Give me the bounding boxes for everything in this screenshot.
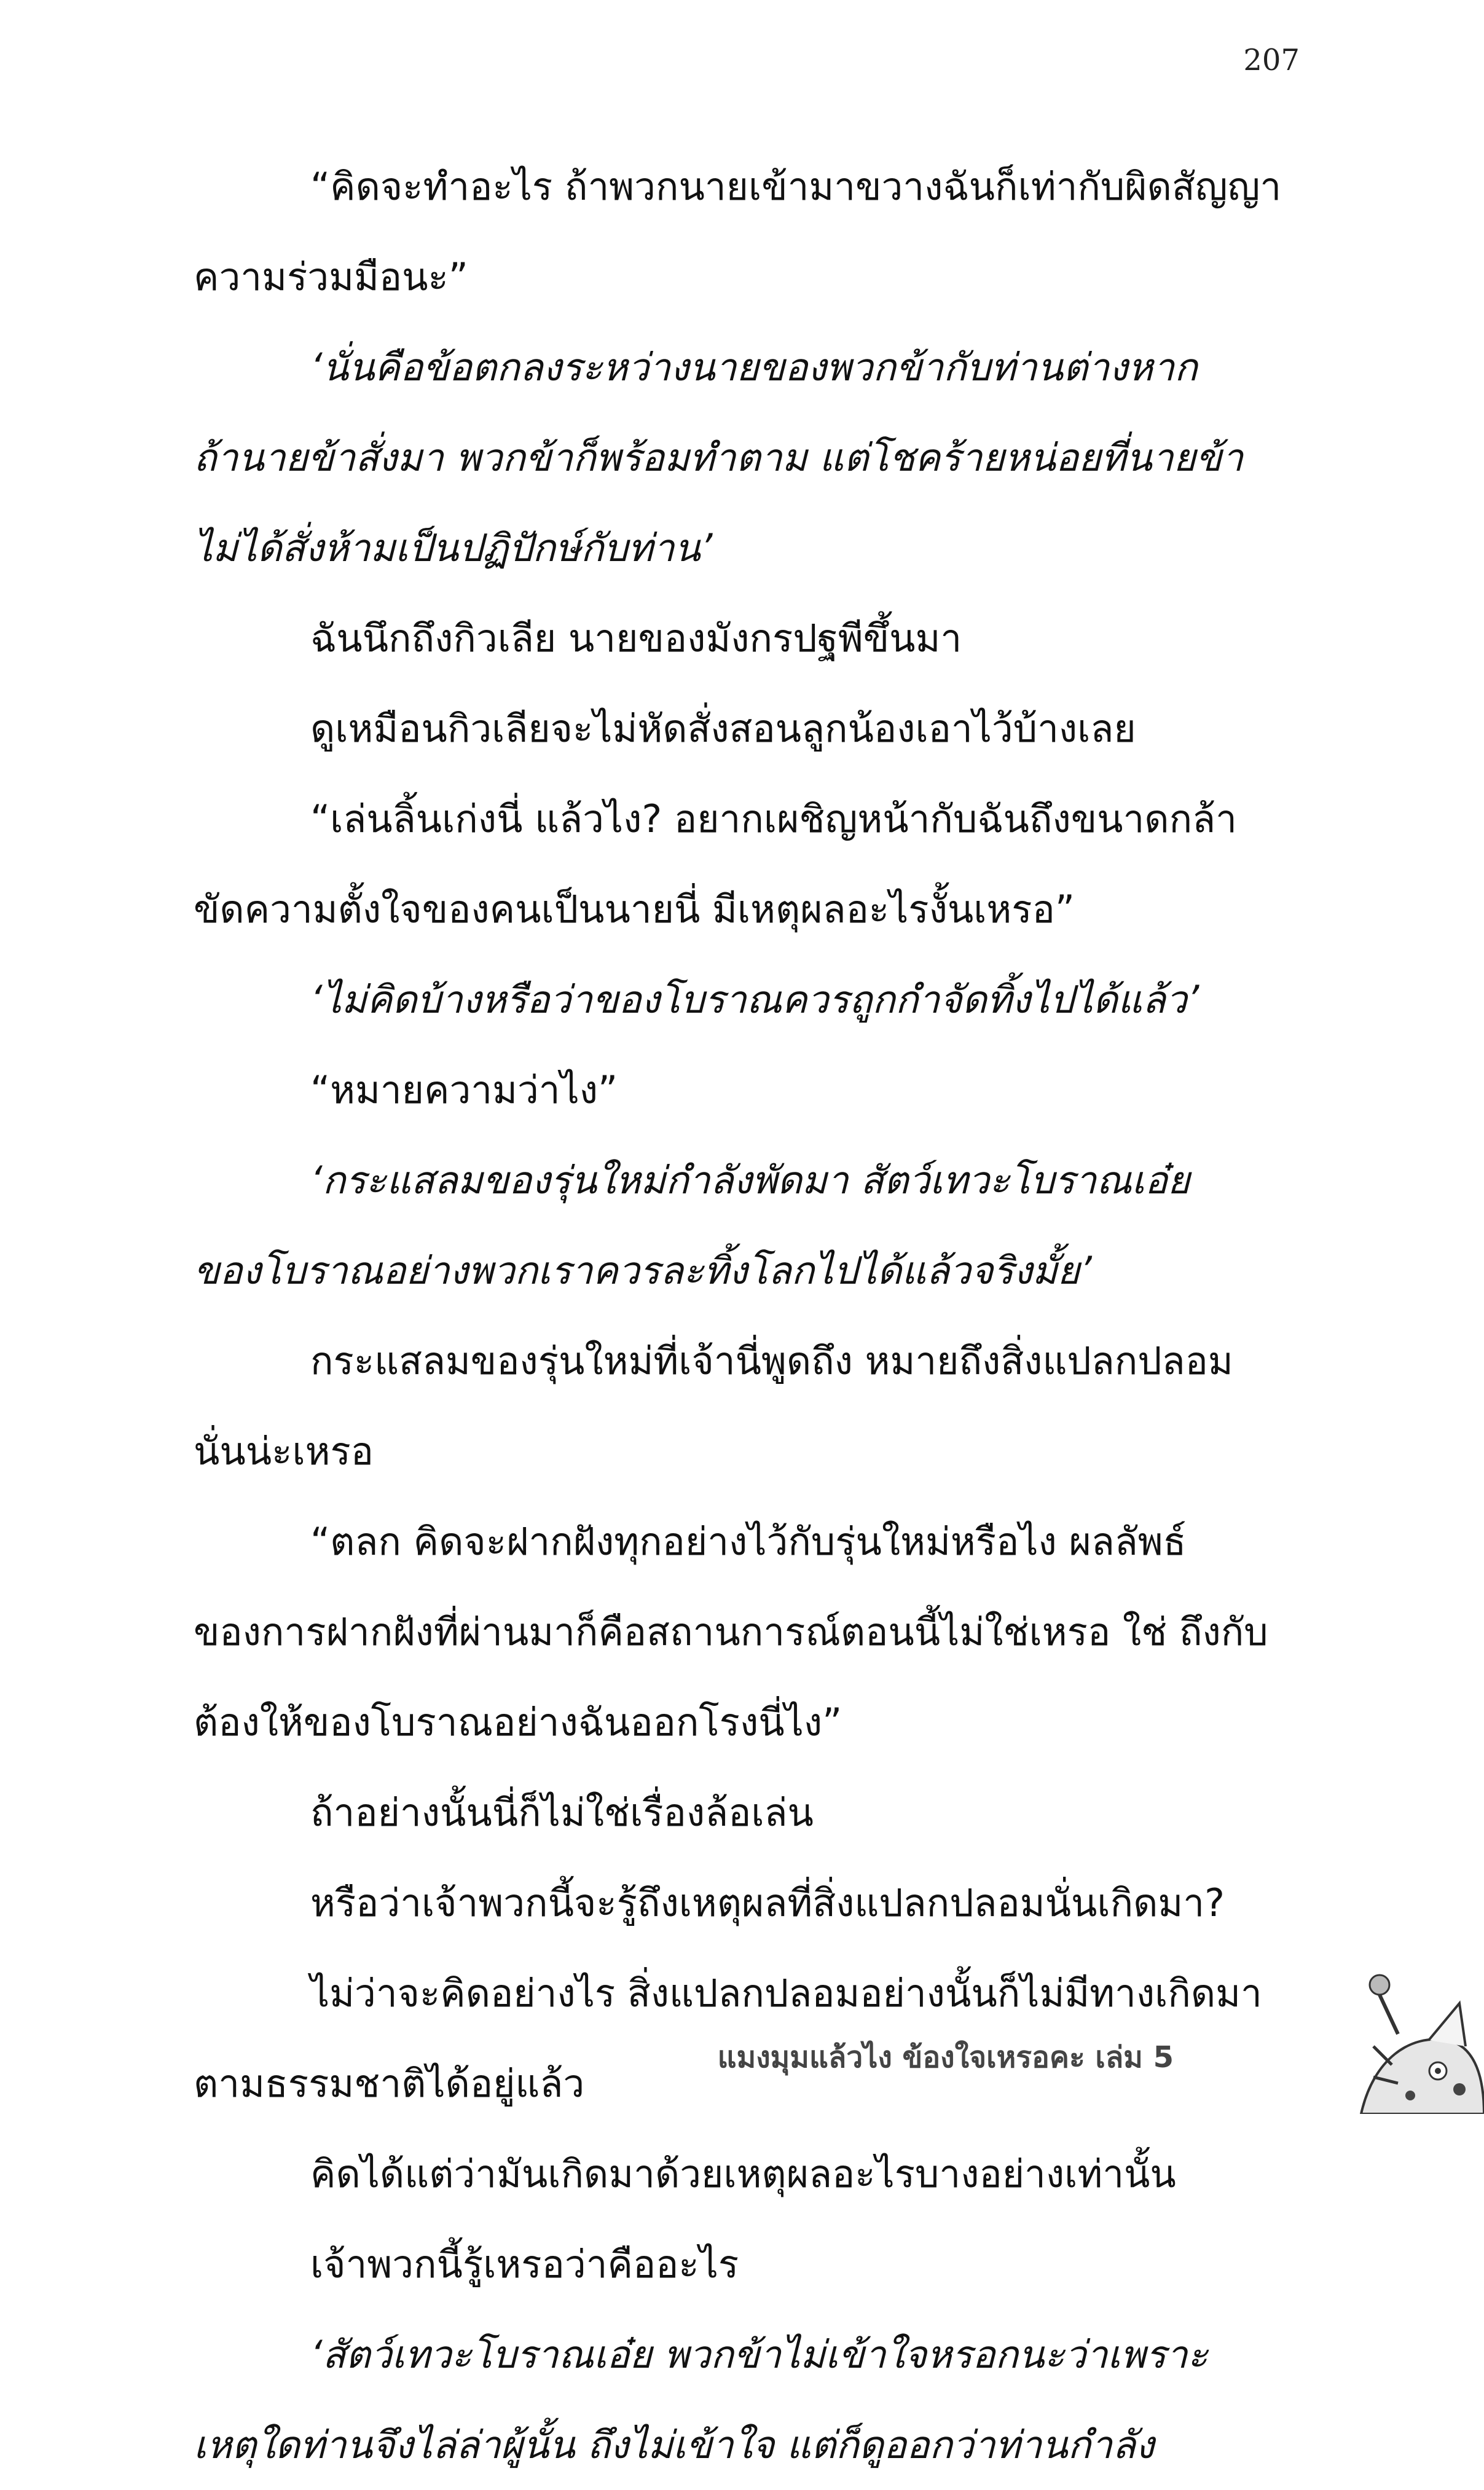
text-line: “เล่นลิ้นเก่งนี่ แล้วไง? อยากเผชิญหน้ากับฉันถึงขนาดกล้า [310,796,1237,841]
text-line: กระแสลมของรุ่นใหม่ที่เจ้านี่พูดถึง หมายถึงสิ่งแปลกปลอม [310,1338,1233,1383]
text-line: ถ้าอย่างนั้นนี่ก็ไม่ใช่เรื่องล้อเล่น [310,1790,814,1835]
text-line: ดูเหมือนกิวเลียจะไม่หัดสั่งสอนลูกน้องเอาไว้บ้างเลย [310,706,1136,751]
page-number: 207 [1243,43,1300,77]
text-line: ‘สัตว์เทวะโบราณเอ๋ย พวกข้าไม่เข้าใจหรอกนะว่าเพราะ [310,2332,1208,2377]
text-line: “คิดจะทำอะไร ถ้าพวกนายเข้ามาขวางฉันก็เท่ากับผิดสัญญา [310,164,1282,209]
text-line: ไม่ได้สั่งห้ามเป็นปฏิปักษ์กับท่าน’ [194,525,713,570]
text-line: เจ้าพวกนี้รู้เหรอว่าคืออะไร [310,2242,739,2287]
text-line: ฉันนึกถึงกิวเลีย นายของมังกรปฐพีขึ้นมา [310,616,962,661]
text-line: ขัดความตั้งใจของคนเป็นนายนี่ มีเหตุผลอะไรงั้นเหรอ” [194,887,1075,932]
text-line: ความร่วมมือนะ” [194,254,468,299]
text-line: หรือว่าเจ้าพวกนี้จะรู้ถึงเหตุผลที่สิ่งแปลกปลอมนั่นเกิดมา? [310,1880,1225,1925]
text-line: ‘ไม่คิดบ้างหรือว่าของโบราณควรถูกกำจัดทิ้งไปได้แล้ว’ [310,977,1199,1022]
spider-mascot-illustration [1337,1966,1484,2114]
text-line: ของโบราณอย่างพวกเราควรละทิ้งโลกไปได้แล้วจริงมั้ย’ [194,1248,1092,1293]
text-line: เหตุใดท่านจึงไล่ล่าผู้นั้น ถึงไม่เข้าใจ แต่ก็ดูออกว่าท่านกำลัง [194,2422,1155,2467]
text-line: ‘กระแสลมของรุ่นใหม่กำลังพัดมา สัตว์เทวะโบราณเอ๋ย [310,1158,1190,1203]
running-footer: แมงมุมแล้วไง ข้องใจเหรอคะ เล่ม 5 [717,2040,1174,2075]
text-line: ตามธรรมชาติได้อยู่แล้ว [194,2061,585,2106]
text-line: ไม่ว่าจะคิดอย่างไร สิ่งแปลกปลอมอย่างนั้นก็ไม่มีทางเกิดมา [310,1971,1262,2016]
text-line: “ตลก คิดจะฝากฝังทุกอย่างไว้กับรุ่นใหม่หรือไง ผลลัพธ์ [310,1519,1187,1564]
text-line: คิดได้แต่ว่ามันเกิดมาด้วยเหตุผลอะไรบางอย่างเท่านั้น [310,2151,1176,2196]
text-line: ‘นั่นคือข้อตกลงระหว่างนายของพวกข้ากับท่านต่างหาก [310,345,1198,390]
text-line: ต้องให้ของโบราณอย่างฉันออกโรงนี่ไง” [194,1700,842,1745]
text-line: ของการฝากฝังที่ผ่านมาก็คือสถานการณ์ตอนนี้ไม่ใช่เหรอ ใช่ ถึงกับ [194,1609,1268,1654]
text-line: นั่นน่ะเหรอ [194,1429,374,1474]
text-line: ถ้านายข้าสั่งมา พวกข้าก็พร้อมทำตาม แต่โชคร้ายหน่อยที่นายข้า [194,435,1244,480]
body-text [194,141,1300,2490]
text-line: “หมายความว่าไง” [310,1067,618,1112]
